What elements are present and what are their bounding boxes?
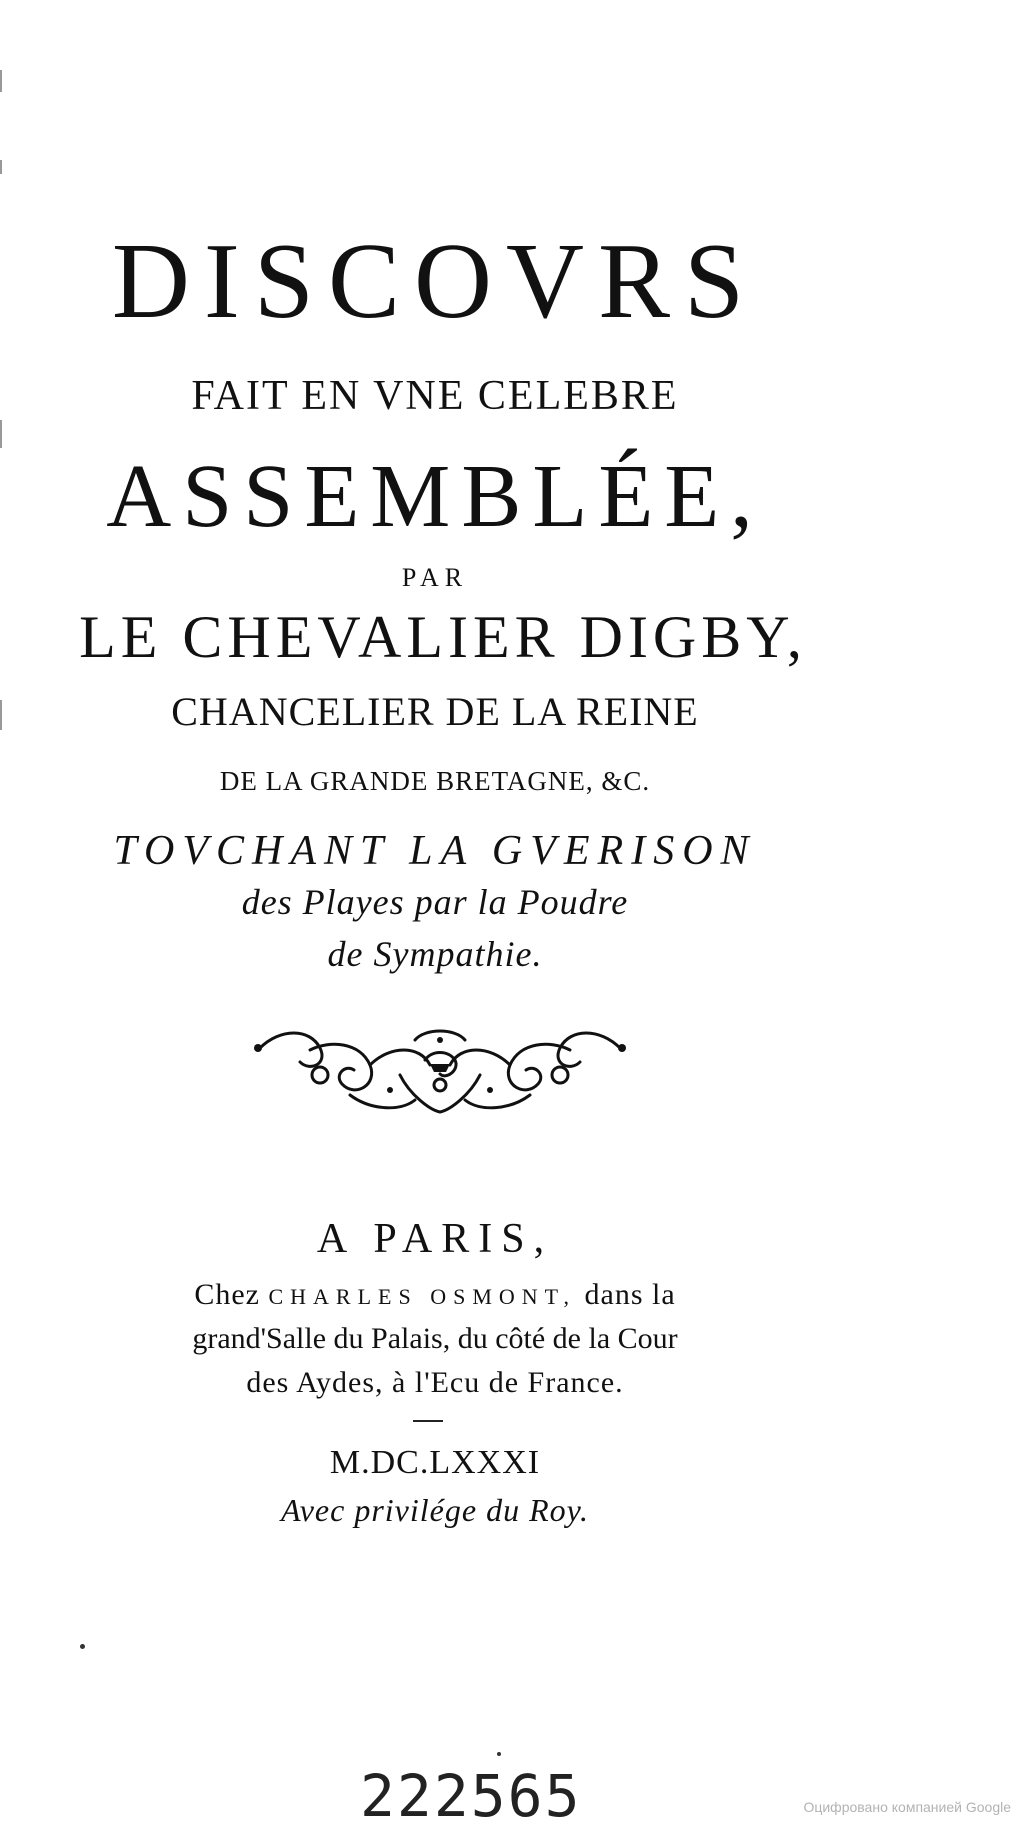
page-edge-mark xyxy=(0,70,2,92)
decorative-ornament xyxy=(250,1020,630,1120)
author-office-line-1: CHANCELIER DE LA REINE xyxy=(171,689,699,734)
digitization-watermark: Оцифровано компанией Google xyxy=(803,1799,1011,1815)
topic-line-2: des Playes par la Poudre xyxy=(241,882,629,922)
book-title: DISCOVRS xyxy=(111,222,759,341)
topic-line-1: TOVCHANT LA GVERISON xyxy=(113,828,757,874)
author-name: LE CHEVALIER DIGBY, xyxy=(79,604,807,670)
by-label: PAR xyxy=(401,563,469,592)
author-office-line-2: DE LA GRANDE BRETAGNE, &C. xyxy=(219,766,651,796)
book-title-second: ASSEMBLÉE, xyxy=(106,447,764,546)
publisher-name: CHARLES OSMONT, xyxy=(268,1284,576,1309)
imprint-city: A PARIS, xyxy=(316,1216,554,1262)
page-edge-mark xyxy=(0,420,2,448)
imprint-year: M.DC.LXXXI xyxy=(329,1444,541,1481)
topic-line-3: de Sympathie. xyxy=(327,934,543,974)
royal-privilege: Avec privilége du Roy. xyxy=(280,1492,590,1528)
page-edge-mark xyxy=(0,160,2,174)
publisher-prefix: Chez xyxy=(194,1278,260,1311)
imprint-address-line-3: des Aydes, à l'Ecu de France. xyxy=(246,1366,624,1399)
ink-speck xyxy=(80,1644,85,1649)
divider-rule xyxy=(413,1420,443,1422)
imprint-publisher-line xyxy=(0,1278,870,1312)
ink-speck xyxy=(497,1752,501,1756)
book-subtitle: FAIT EN VNE CELEBRE xyxy=(191,373,679,419)
imprint-address-line-2: grand'Salle du Palais, du côté de la Cour xyxy=(192,1322,678,1355)
library-stamp-number: 222565 xyxy=(360,1762,582,1830)
publisher-suffix: dans la xyxy=(584,1278,676,1311)
